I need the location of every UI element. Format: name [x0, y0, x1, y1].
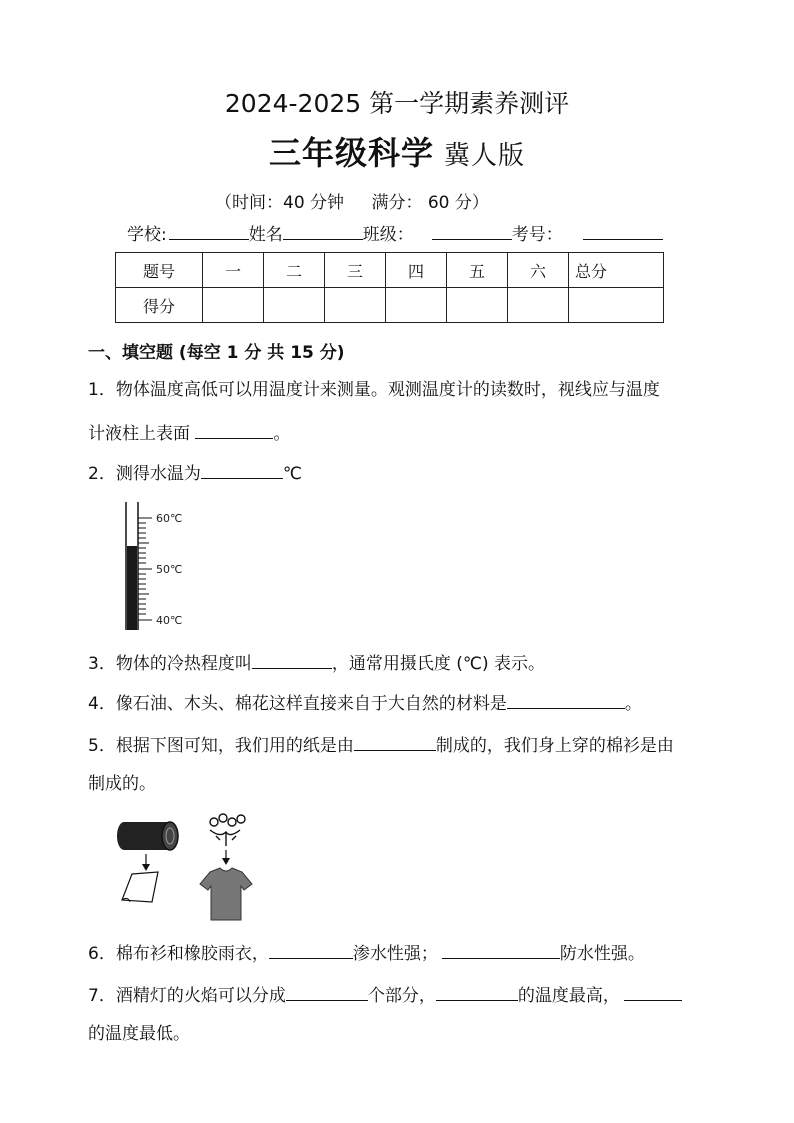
student-fields — [127, 220, 663, 245]
q5-text: 5．根据下图可知，我们用的纸是由 — [88, 736, 354, 756]
q2-text: 2．测得水温为 — [88, 464, 201, 484]
log-icon — [117, 822, 178, 850]
paper-icon — [122, 872, 158, 902]
question-5-line-1 — [88, 734, 674, 756]
q6-text-mid: 渗水性强； — [352, 944, 438, 964]
exam-no-label: 考号： — [511, 225, 563, 245]
score-row-label: 得分 — [116, 288, 203, 323]
q7-blank-1[interactable] — [286, 984, 368, 1001]
q7-text-mid: 个部分， — [367, 986, 436, 1006]
name-label: 姓名 — [248, 225, 283, 245]
q5-blank[interactable] — [354, 734, 436, 751]
question-7-line-2: 的温度最低。 — [88, 1024, 190, 1044]
exam-subject-title — [0, 128, 794, 174]
edition-label: 冀人版 — [444, 141, 526, 171]
question-1-line-1: 1．物体温度高低可以用温度计来测量。观测温度计的读数时，视线应与温度 — [88, 380, 660, 400]
exam-period-title: 2024-2025 第一学期素养测评 — [224, 89, 570, 118]
score-table-cell: 四 — [386, 253, 447, 288]
q4-blank[interactable] — [507, 692, 625, 709]
q6-text: 6．棉布衫和橡胶雨衣， — [88, 944, 269, 964]
q4-text: 4．像石油、木头、棉花这样直接来自于大自然的材料是 — [88, 694, 507, 714]
score-cell[interactable] — [386, 288, 447, 323]
class-blank[interactable] — [432, 223, 512, 240]
time-info: （时间：40 分钟 — [215, 193, 345, 213]
q7-text: 7．酒精灯的火焰可以分成 — [88, 986, 286, 1006]
q3-text-end: ，通常用摄氏度 (℃) 表示。 — [331, 654, 545, 674]
q1-blank[interactable] — [195, 422, 273, 439]
score-cell[interactable] — [264, 288, 325, 323]
exam-info — [215, 188, 511, 213]
q3-text: 3．物体的冷热程度叫 — [88, 654, 252, 674]
score-table-cell: 总分 — [569, 253, 664, 288]
score-cell[interactable] — [569, 288, 664, 323]
score-table-cell: 二 — [264, 253, 325, 288]
score-table-cell: 三 — [325, 253, 386, 288]
question-2 — [88, 462, 302, 484]
question-7-line-1 — [88, 984, 682, 1006]
section-title: 一、填空题 (每空 1 分 共 15 分) — [88, 343, 345, 363]
q2-unit: ℃ — [282, 464, 302, 484]
score-table-header-row — [116, 253, 664, 288]
score-table-cell: 六 — [508, 253, 569, 288]
thermo-label-40: 40℃ — [156, 614, 183, 627]
question-3 — [88, 652, 545, 674]
score-cell[interactable] — [325, 288, 386, 323]
class-label: 班级： — [362, 225, 414, 245]
q6-text-end: 防水性强。 — [559, 944, 645, 964]
score-cell[interactable] — [203, 288, 264, 323]
score-table-cell: 一 — [203, 253, 264, 288]
q1-end: 。 — [273, 424, 291, 444]
q6-blank-2[interactable] — [442, 942, 560, 959]
q7-blank-3[interactable] — [624, 984, 682, 1001]
q5-text-mid: 制成的，我们身上穿的棉衫是由 — [435, 736, 674, 756]
exam-no-blank[interactable] — [583, 223, 663, 240]
score-cell[interactable] — [508, 288, 569, 323]
question-6 — [88, 942, 645, 964]
q4-end: 。 — [624, 694, 642, 714]
subject-title: 三年级科学 — [268, 134, 434, 172]
score-table-cell: 五 — [447, 253, 508, 288]
score-table-score-row — [116, 288, 664, 323]
materials-figure — [110, 810, 270, 926]
q3-blank[interactable] — [252, 652, 332, 669]
cotton-icon — [210, 814, 245, 846]
school-blank[interactable] — [169, 223, 249, 240]
q2-blank[interactable] — [201, 462, 283, 479]
tshirt-icon — [200, 868, 252, 920]
school-label: 学校: — [127, 225, 167, 245]
thermometer-figure — [120, 498, 200, 634]
question-5-line-2: 制成的。 — [88, 774, 156, 794]
question-1-line-2 — [88, 422, 290, 444]
question-4 — [88, 692, 642, 714]
thermo-label-50: 50℃ — [156, 563, 183, 576]
q1-text: 计液柱上表面 — [88, 424, 196, 444]
q7-blank-2[interactable] — [436, 984, 518, 1001]
q7-text-mid2: 的温度最高， — [517, 986, 620, 1006]
q6-blank-1[interactable] — [269, 942, 353, 959]
score-table-cell: 题号 — [116, 253, 203, 288]
name-blank[interactable] — [283, 223, 363, 240]
thermo-label-60: 60℃ — [156, 512, 183, 525]
score-info: 满分： 60 分） — [371, 193, 489, 213]
score-cell[interactable] — [447, 288, 508, 323]
score-table — [115, 252, 664, 323]
